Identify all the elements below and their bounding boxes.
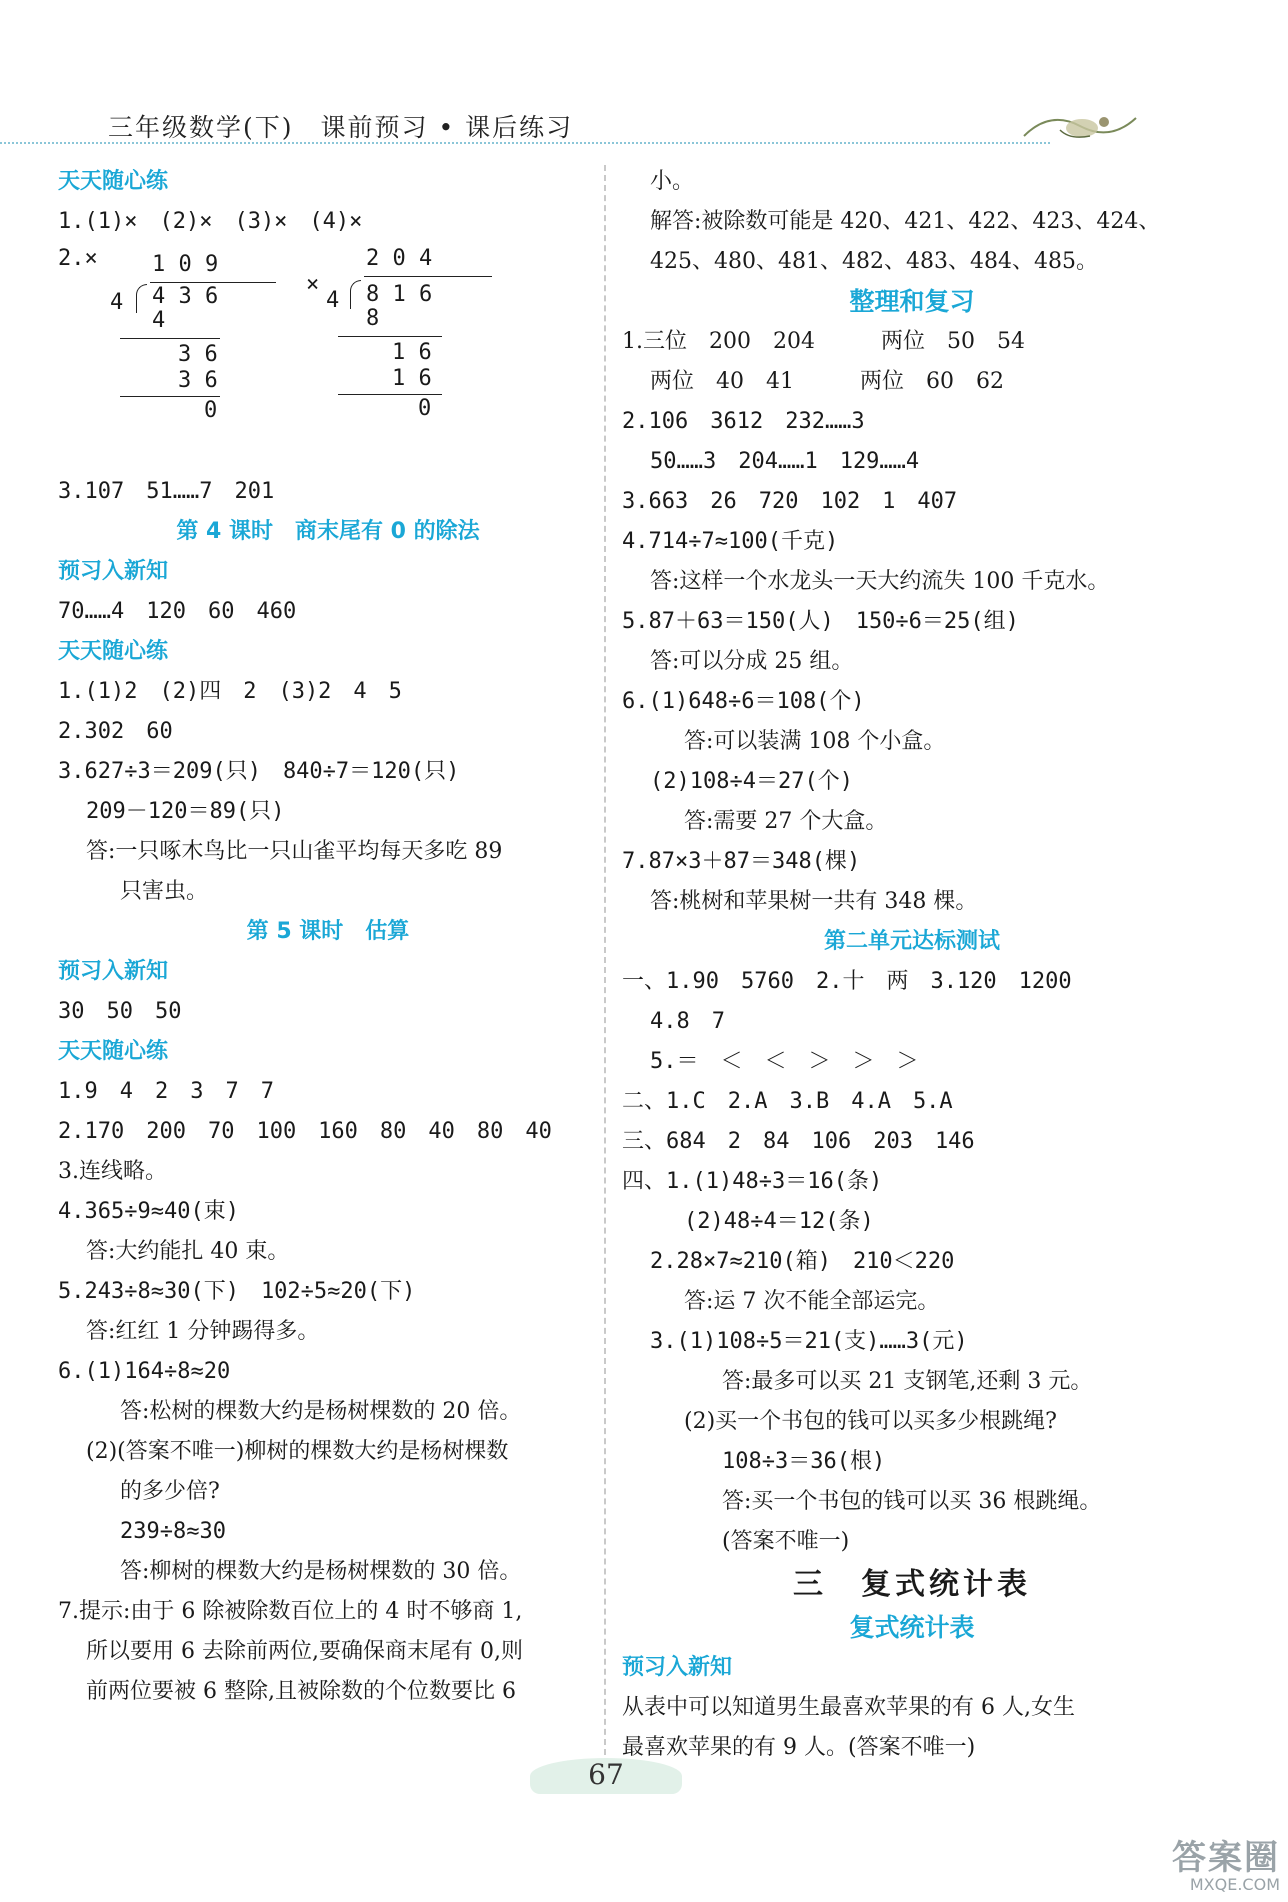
answer-line: (2)买一个书包的钱可以买多少根跳绳? (684, 1409, 1057, 1434)
answer-line: 答:可以分成 25 组。 (650, 649, 854, 674)
answer-line: 答:红红 1 分钟踢得多。 (86, 1319, 320, 1344)
answer-line: 3.627÷3＝209(只) 840÷7＝120(只) (58, 759, 460, 784)
answer-line: 4.714÷7≈100(千克) (622, 529, 839, 554)
answer-line: 从表中可以知道男生最喜欢苹果的有 6 人,女生 (622, 1695, 1075, 1720)
answer-line: 30 50 50 (58, 999, 182, 1024)
page-header (0, 0, 1288, 150)
page-number: 67 (588, 1758, 624, 1791)
watermark-logo (1100, 1840, 1280, 1896)
answer-line: 小。 (650, 169, 695, 194)
answer-line: 108÷3＝36(根) (722, 1449, 886, 1474)
division-step: 3 6 (178, 368, 218, 393)
answer-line: (2)108÷4＝27(个) (650, 769, 853, 794)
answer-line: 只害虫。 (120, 879, 209, 904)
answer-line: 的多少倍? (120, 1479, 220, 1504)
answer-line: 答:买一个书包的钱可以买 36 根跳绳。 (722, 1489, 1102, 1514)
answer-line: 解答:被除数可能是 420、421、422、423、424、 (650, 209, 1161, 234)
division-rule (120, 338, 220, 339)
division-rule (338, 336, 442, 337)
lesson-title: 第 4 课时 商末尾有 0 的除法 (176, 519, 480, 544)
answer-line: 1.(1)× (2)× (3)× (4)× (58, 209, 363, 234)
watermark-url: MXQE.COM (1189, 1875, 1280, 1894)
section-title: 天天随心练 (58, 169, 169, 194)
division-step: 8 (366, 306, 380, 331)
answer-line: 答:可以装满 108 个小盒。 (684, 729, 946, 754)
answer-line: 前两位要被 6 整除,且被除数的个位数要比 6 (86, 1679, 516, 1704)
answer-line: 答:一只啄木鸟比一只山雀平均每天多吃 89 (86, 839, 503, 864)
answer-line: 3.663 26 720 102 1 407 (622, 489, 958, 514)
left-column (58, 162, 598, 1712)
answer-line: 1.三位 200 204 两位 50 54 (622, 329, 1025, 354)
answer-line: 两位 40 41 两位 60 62 (650, 369, 1004, 394)
chapter-title: 三 复式统计表 (793, 1567, 1031, 1602)
answer-line: 50……3 204……1 129……4 (650, 449, 920, 474)
answer-line: 四、1.(1)48÷3＝16(条) (622, 1169, 883, 1194)
answer-line: 答:运 7 次不能全部运完。 (684, 1289, 940, 1314)
answer-line: 3.(1)108÷5＝21(支)……3(元) (650, 1329, 968, 1354)
lesson-title: 第 5 课时 估算 (246, 919, 410, 944)
answer-line: 1.9 4 2 3 7 7 (58, 1079, 274, 1104)
answer-line: (2)48÷4＝12(条) (684, 1209, 874, 1234)
division-step: 3 6 (178, 342, 218, 367)
answer-line: 答:这样一个水龙头一天大约流失 100 千克水。 (650, 569, 1110, 594)
answer-line: 答:柳树的棵数大约是杨树棵数的 30 倍。 (120, 1559, 522, 1584)
division-dividend: 4 3 6 (152, 284, 219, 309)
section-title: 第二单元达标测试 (823, 929, 1000, 954)
section-title: 预习入新知 (58, 559, 169, 584)
header-title: 三年级数学(下) 课前预习 • 课后练习 (108, 113, 574, 142)
division-bar (364, 276, 492, 277)
answer-line: 3.107 51……7 201 (58, 479, 275, 504)
answer-line: 2.302 60 (58, 719, 173, 744)
answer-line: 5.243÷8≈30(下) 102÷5≈20(下) (58, 1279, 416, 1304)
answer-line: 二、1.C 2.A 3.B 4.A 5.A (622, 1089, 953, 1114)
answer-mark: 2.× (58, 246, 98, 271)
answer-line: 4.8 7 (650, 1009, 725, 1034)
division-remainder: 0 (204, 398, 218, 423)
division-bracket (136, 284, 147, 313)
answer-line: 209－120＝89(只) (86, 799, 285, 824)
answer-line: (2)(答案不唯一)柳树的棵数大约是杨树棵数 (86, 1439, 509, 1464)
answer-line: 6.(1)648÷6＝108(个) (622, 689, 865, 714)
watermark-logo-text: 答案圈 (1172, 1838, 1280, 1878)
division-quotient: 1 0 9 (152, 252, 219, 277)
answer-line: 答:松树的棵数大约是杨树棵数的 20 倍。 (120, 1399, 522, 1424)
answer-line: 答:需要 27 个大盒。 (684, 809, 888, 834)
answer-line: 答:大约能扎 40 束。 (86, 1239, 290, 1264)
division-step: 1 6 (392, 366, 432, 391)
answer-line: 3.连线略。 (58, 1159, 167, 1184)
division-bar (150, 282, 276, 283)
answer-line: 239÷8≈30 (120, 1519, 226, 1544)
right-column (622, 162, 1202, 1768)
header-ornament-icon (1020, 100, 1140, 148)
answer-line: 4.365÷9≈40(束) (58, 1199, 239, 1224)
answer-line: 2.170 200 70 100 160 80 40 80 40 (58, 1119, 552, 1144)
division-rule (120, 396, 220, 397)
division-step: 4 (152, 308, 166, 333)
answer-line: 2.28×7≈210(箱) 210＜220 (650, 1249, 955, 1274)
answer-line: 最喜欢苹果的有 9 人。(答案不唯一) (622, 1735, 976, 1760)
division-divisor: 4 (110, 290, 124, 315)
answer-line: 7.87×3＋87＝348(棵) (622, 849, 861, 874)
answer-line: 答:桃树和苹果树一共有 348 棵。 (650, 889, 978, 914)
section-title: 天天随心练 (58, 639, 169, 664)
section-title: 整理和复习 (849, 287, 975, 316)
answer-mark: × (306, 272, 320, 297)
answer-line: 答:最多可以买 21 支钢笔,还剩 3 元。 (722, 1369, 1093, 1394)
section-title: 预习入新知 (622, 1655, 733, 1680)
answer-line: 7.提示:由于 6 除被除数百位上的 4 时不够商 1, (58, 1599, 523, 1624)
answer-line: 2.106 3612 232……3 (622, 409, 865, 434)
division-rule (338, 394, 442, 395)
answer-line: (答案不唯一) (722, 1529, 850, 1554)
division-remainder: 0 (418, 396, 432, 421)
section-title: 预习入新知 (58, 959, 169, 984)
answer-line: 所以要用 6 去除前两位,要确保商末尾有 0,则 (86, 1639, 523, 1664)
answer-line: 5.＝ ＜ ＜ ＞ ＞ ＞ (650, 1049, 919, 1074)
answer-line: 1.(1)2 (2)四 2 (3)2 4 5 (58, 679, 402, 704)
answer-line: 三、684 2 84 106 203 146 (622, 1129, 975, 1154)
section-title: 天天随心练 (58, 1039, 169, 1064)
section-title: 复式统计表 (849, 1613, 975, 1642)
answer-line: 6.(1)164÷8≈20 (58, 1359, 231, 1384)
division-divisor: 4 (326, 288, 340, 313)
answer-line: 一、1.90 5760 2.十 两 3.120 1200 (622, 969, 1072, 994)
answer-line: 425、480、481、482、483、484、485。 (650, 249, 1098, 274)
answer-line: 70……4 120 60 460 (58, 599, 297, 624)
header-rule (0, 142, 1050, 144)
division-quotient: 2 0 4 (366, 246, 433, 271)
division-bracket (350, 280, 361, 309)
column-divider (604, 165, 606, 1765)
answer-line: 5.87＋63＝150(人) 150÷6＝25(组) (622, 609, 1019, 634)
division-dividend: 8 1 6 (366, 282, 433, 307)
division-step: 1 6 (392, 340, 432, 365)
long-division-area (58, 242, 598, 472)
